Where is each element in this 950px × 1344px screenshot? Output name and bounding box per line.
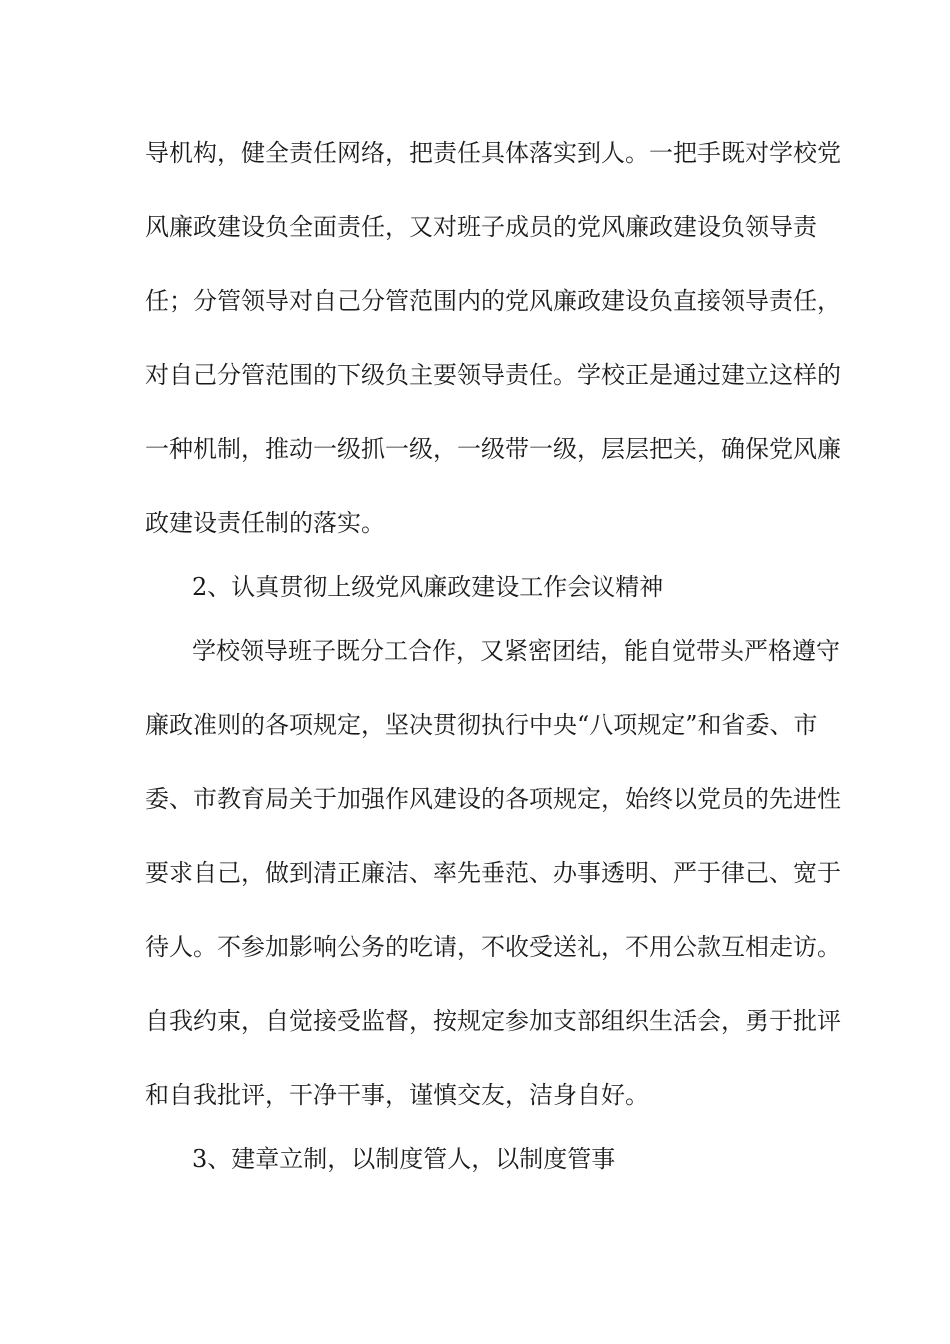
body-text-line: 待人。不参加影响公务的吃请，不收受送礼，不用公款互相走访。 bbox=[145, 933, 841, 961]
body-text-line: 廉政准则的各项规定，坚决贯彻执行中央“八项规定”和省委、市 bbox=[145, 711, 818, 739]
body-text-line: 政建设责任制的落实。 bbox=[145, 509, 385, 537]
section-heading: 2、认真贯彻上级党风廉政建设工作会议精神 bbox=[192, 573, 664, 601]
body-text-line: 风廉政建设负全面责任，又对班子成员的党风廉政建设负领导责 bbox=[145, 213, 817, 241]
body-text-line: 一种机制，推动一级抓一级，一级带一级，层层把关，确保党风廉 bbox=[145, 435, 841, 463]
body-text-line: 自我约束，自觉接受监督，按规定参加支部组织生活会，勇于批评 bbox=[145, 1007, 841, 1035]
body-text-line: 学校领导班子既分工合作，又紧密团结，能自觉带头严格遵守 bbox=[192, 637, 840, 665]
body-text-line: 导机构，健全责任网络，把责任具体落实到人。一把手既对学校党 bbox=[145, 139, 841, 167]
body-text-line: 任；分管领导对自己分管范围内的党风廉政建设负直接领导责任， bbox=[145, 287, 841, 315]
body-text-line: 对自己分管范围的下级负主要领导责任。学校正是通过建立这样的 bbox=[145, 361, 841, 389]
section-heading: 3、建章立制，以制度管人，以制度管事 bbox=[192, 1145, 616, 1173]
body-text-line: 委、市教育局关于加强作风建设的各项规定，始终以党员的先进性 bbox=[145, 785, 841, 813]
body-text-line: 和自我批评，干净干事，谨慎交友，洁身自好。 bbox=[145, 1081, 649, 1109]
body-text-line: 要求自己，做到清正廉洁、率先垂范、办事透明、严于律己、宽于 bbox=[145, 859, 841, 887]
